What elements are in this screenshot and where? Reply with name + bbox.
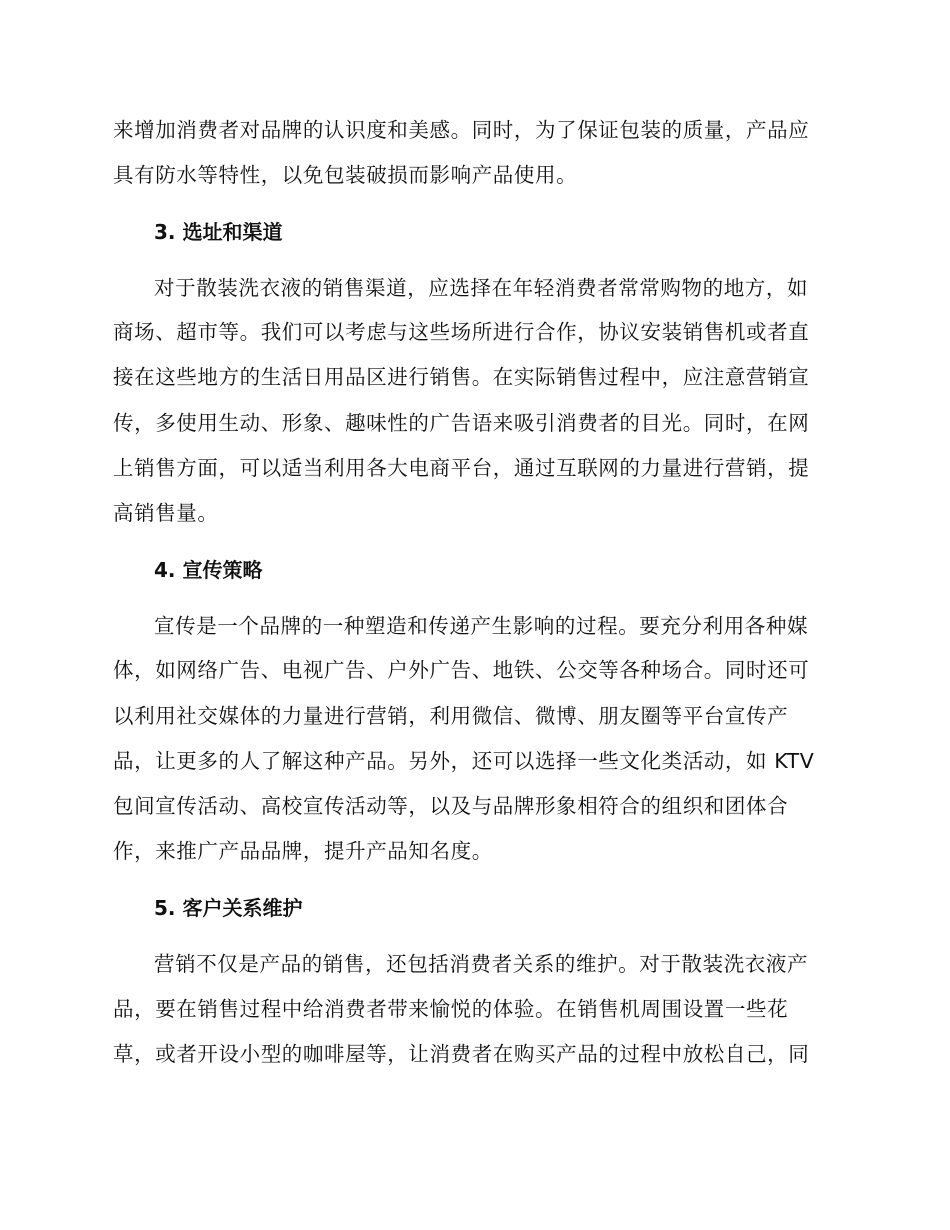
paragraph-line: 上销售方面，可以适当利用各大电商平台，通过互联网的力量进行营销，提 — [113, 456, 810, 480]
paragraph-line: 高销售量。 — [113, 501, 219, 525]
paragraph-line: 以利用社交媒体的力量进行营销，利用微信、微博、朋友圈等平台宣传产 — [113, 704, 789, 728]
paragraph-line: 对于散装洗衣液的销售渠道，应选择在年轻消费者常常购物的地方，如 — [154, 276, 809, 300]
paragraph-line: 传，多使用生动、形象、趣味性的广告语来吸引消费者的目光。同时，在网 — [113, 411, 810, 435]
paragraph-line: 来增加消费者对品牌的认识度和美感。同时，为了保证包装的质量，产品应 — [113, 118, 810, 142]
paragraph-line: 接在这些地方的生活日用品区进行销售。在实际销售过程中，应注意营销宣 — [113, 365, 810, 389]
section-heading-customer-relations: 5. 客户关系维护 — [154, 896, 303, 920]
paragraph-line: 营销不仅是产品的销售，还包括消费者关系的维护。对于散装洗衣液产 — [154, 952, 809, 976]
paragraph-line: 草，或者开设小型的咖啡屋等，让消费者在购买产品的过程中放松自己，同 — [113, 1042, 810, 1066]
paragraph-line: 品，要在销售过程中给消费者带来愉悦的体验。在销售机周围设置一些花 — [113, 997, 789, 1021]
section-heading-promotion: 4. 宣传策略 — [154, 558, 263, 582]
paragraph-line: 品，让更多的人了解这种产品。另外，还可以选择一些文化类活动，如 KTV — [113, 749, 815, 773]
paragraph-line: 包间宣传活动、高校宣传活动等，以及与品牌形象相符合的组织和团体合 — [113, 794, 789, 818]
paragraph-line: 具有防水等特性，以免包装破损而影响产品使用。 — [113, 163, 578, 187]
paragraph-line: 商场、超市等。我们可以考虑与这些场所进行合作，协议安装销售机或者直 — [113, 320, 810, 344]
section-heading-channels: 3. 选址和渠道 — [154, 220, 283, 244]
paragraph-line: 宣传是一个品牌的一种塑造和传递产生影响的过程。要充分利用各种媒 — [154, 614, 809, 638]
paragraph-line: 体，如网络广告、电视广告、户外广告、地铁、公交等各种场合。同时还可 — [113, 658, 810, 682]
paragraph-line: 作，来推广产品品牌，提升产品知名度。 — [113, 839, 493, 863]
